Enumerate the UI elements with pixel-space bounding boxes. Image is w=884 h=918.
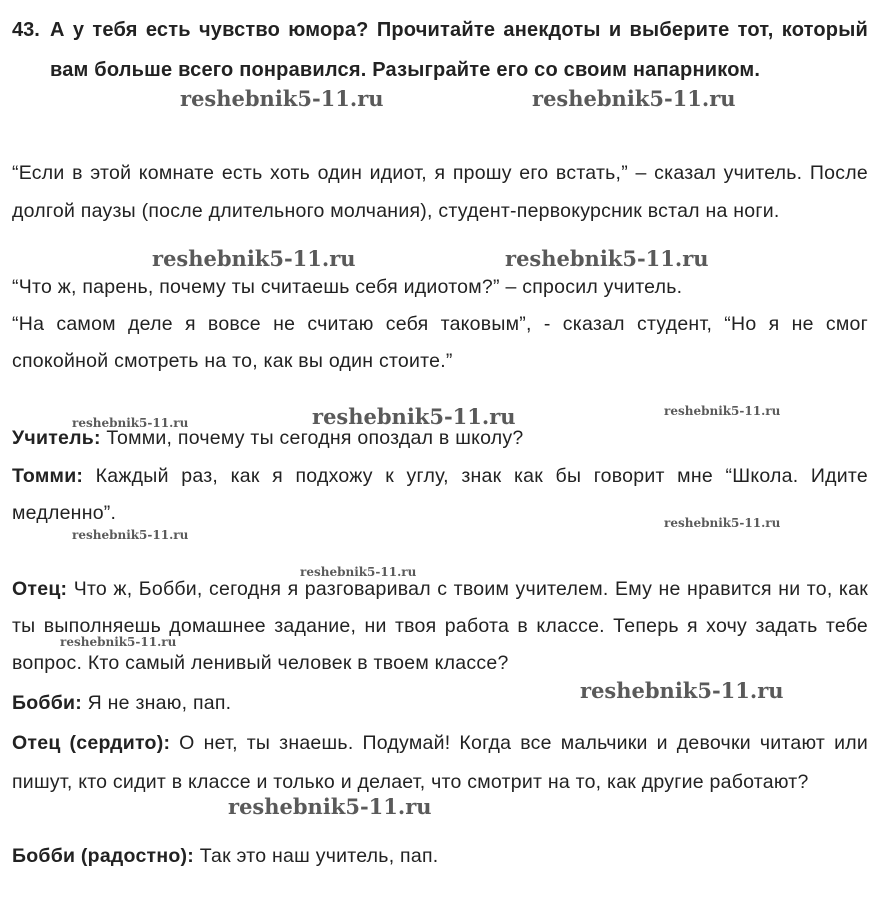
dialogue-text: Так это наш учитель, пап. xyxy=(194,845,439,867)
watermark: reshebnik5-11.ru xyxy=(72,528,189,542)
joke1-narration: “Если в этой комнате есть хоть один идиот, я прошу его встать,” – сказал учитель. После долгой паузы (после длительного молчания), студент-первокурсник встал на ноги. xyxy=(12,162,868,222)
dialogue-text: Каждый раз, как я подхожу к углу, знак как бы говорит мне “Школа. Идите медленно”. xyxy=(12,465,868,524)
joke1-punchline: “На самом деле я вовсе не считаю себя таковым”, - сказал студент, “Но я не смог спокойной смотреть на то, как вы один стоите.” xyxy=(12,313,868,372)
watermark: reshebnik5-11.ru xyxy=(532,86,736,111)
watermark: reshebnik5-11.ru xyxy=(300,565,417,579)
watermark: reshebnik5-11.ru xyxy=(60,635,177,649)
speaker-label: Учитель: xyxy=(12,427,101,449)
speaker-label: Отец: xyxy=(12,578,68,600)
speaker-label: Бобби: xyxy=(12,692,82,714)
watermark: reshebnik5-11.ru xyxy=(228,794,432,819)
dialogue-text: О нет, ты знаешь. Подумай! Когда все мальчики и девочки читают или пишут, кто сидит в классе и только и делает, что смотрит на то, как другие работают? xyxy=(12,732,868,793)
watermark: reshebnik5-11.ru xyxy=(505,246,709,271)
joke3-line-father xyxy=(12,571,868,682)
watermark: reshebnik5-11.ru xyxy=(664,516,781,530)
dialogue-text: Что ж, Бобби, сегодня я разговаривал с твоим учителем. Ему не нравится ни то, как ты выполняешь домашнее задание, ни твоя работа в классе. Теперь я хочу задать тебе вопрос. Кто самый ленивый человек в твоем классе? xyxy=(12,578,868,674)
joke3-line-father-angry xyxy=(12,724,868,802)
watermark: reshebnik5-11.ru xyxy=(72,416,189,430)
watermark: reshebnik5-11.ru xyxy=(580,678,784,703)
dialogue-text: Томми, почему ты сегодня опоздал в школу? xyxy=(100,427,524,449)
task-number: 43. xyxy=(12,19,40,41)
watermark: reshebnik5-11.ru xyxy=(312,404,516,429)
watermark: reshebnik5-11.ru xyxy=(152,246,356,271)
watermark: reshebnik5-11.ru xyxy=(180,86,384,111)
joke1-question: “Что ж, парень, почему ты считаешь себя идиотом?” – спросил учитель. xyxy=(12,276,683,298)
speaker-label: Томми: xyxy=(12,465,84,487)
joke3-line-bobby-happy xyxy=(12,838,868,875)
task-instructions: А у тебя есть чувство юмора? Прочитайте анекдоты и выберите тот, который вам больше всего понравился. Разыграйте его со своим напарником. xyxy=(50,19,868,81)
watermark: reshebnik5-11.ru xyxy=(664,404,781,418)
speaker-label: Отец (сердито): xyxy=(12,732,171,754)
dialogue-text: Я не знаю, пап. xyxy=(82,692,232,714)
speaker-label: Бобби (радостно): xyxy=(12,845,195,867)
